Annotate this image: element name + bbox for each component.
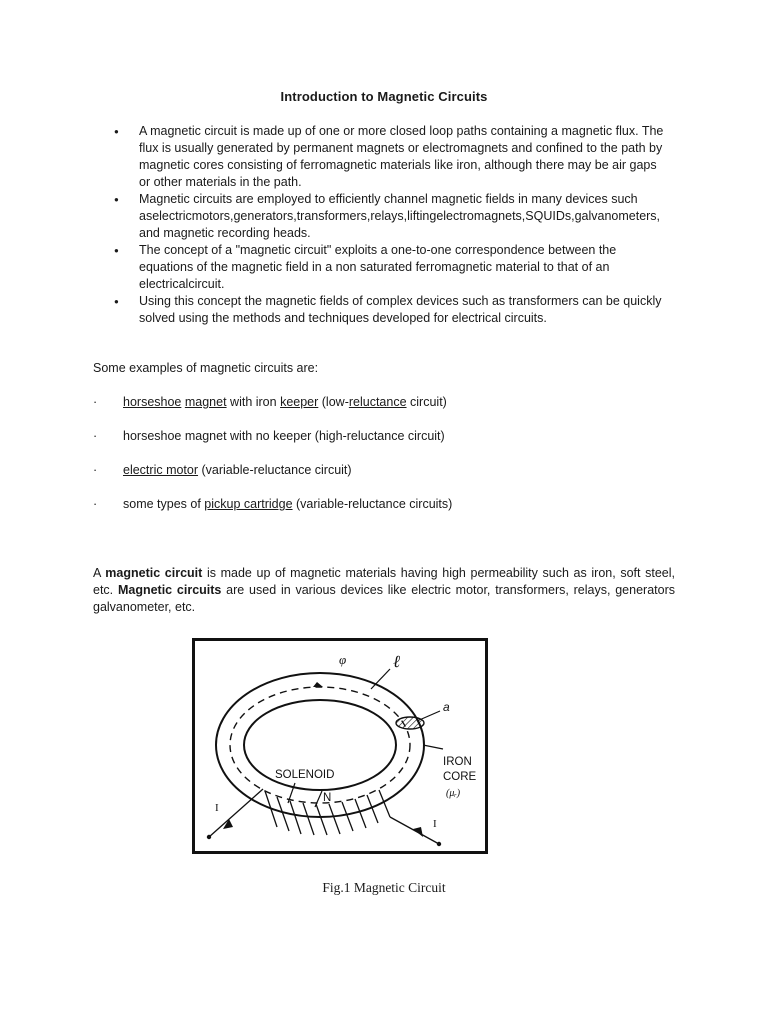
examples-heading: Some examples of magnetic circuits are: xyxy=(93,361,319,375)
bullet-marker: · xyxy=(93,497,98,511)
link-pickup-cartridge[interactable]: pickup cartridge xyxy=(204,497,293,511)
bullet-marker: · xyxy=(93,395,98,409)
bullet-item: ● Using this concept the magnetic fields of complex devices such as transformers can be quickly solved using the methods and techniques developed for electrical circuits. xyxy=(110,293,670,327)
figure-caption: Fig.1 Magnetic Circuit xyxy=(322,880,446,895)
example-item: · electric motor (variable-reluctance circuit) xyxy=(93,463,352,477)
flux-path xyxy=(230,687,410,803)
bullet-item: ● Magnetic circuits are employed to efficiently channel magnetic fields in many devices such aselectricmotors,generators,transformers,relays,liftingelectromagnets,SQUIDs,galvanometers, and magnetic recording heads. xyxy=(110,191,670,242)
body-paragraph: A magnetic circuit is made up of magnetic materials having high permeability such as iron, soft steel, etc. Magnetic circuits are used in various devices like electric motor, transformers, relays, generators galvanometer, etc. xyxy=(93,566,675,614)
iron-label: IRON xyxy=(443,756,472,768)
turns-label: N xyxy=(323,792,332,804)
permeability-label: (μᵣ) xyxy=(446,788,461,799)
current-label-left: I xyxy=(215,802,219,814)
bullet-marker: · xyxy=(93,463,98,477)
bullet-item: ● The concept of a "magnetic circuit" exploits a one-to-one correspondence between the equations of the magnetic field in a non saturated ferromagnetic material to that of an electricalcircuit. xyxy=(110,242,670,293)
current-lead-right xyxy=(390,817,439,844)
current-label-right: I xyxy=(433,818,437,830)
link-electric-motor[interactable]: electric motor xyxy=(123,463,199,477)
example-item: · horseshoe magnet with no keeper (high-reluctance circuit) xyxy=(93,429,445,443)
bullet-marker: · xyxy=(93,429,98,443)
link-horseshoe[interactable]: horseshoe xyxy=(123,395,182,409)
link-magnet[interactable]: magnet xyxy=(184,395,227,409)
solenoid-label: SOLENOID xyxy=(275,769,335,781)
magnetic-circuit-diagram xyxy=(195,641,485,851)
bullet-item: ● A magnetic circuit is made up of one or more closed loop paths containing a magnetic flux. The flux is usually generated by permanent magnets or electromagnets and confined to the path by magnetic cores consisting of ferromagnetic materials like iron, although there may be air gaps or other materials in the path. xyxy=(110,123,670,191)
example-item: · horseshoe magnet with iron keeper (low-reluctance circuit) xyxy=(93,395,447,409)
page-title: Introduction to Magnetic Circuits xyxy=(280,89,488,104)
bullet-list xyxy=(110,123,670,327)
magnetic-circuit-figure xyxy=(192,638,488,854)
flux-label: φ xyxy=(339,652,347,667)
link-reluctance[interactable]: reluctance xyxy=(348,395,407,409)
length-label: ℓ xyxy=(393,652,401,671)
flux-arrow xyxy=(313,682,323,687)
core-label: CORE xyxy=(443,771,477,783)
cross-section-area xyxy=(396,717,424,729)
link-keeper[interactable]: keeper xyxy=(280,395,319,409)
area-label: a xyxy=(443,700,450,714)
example-item: · some types of pickup cartridge (variable-reluctance circuits) xyxy=(93,497,453,511)
